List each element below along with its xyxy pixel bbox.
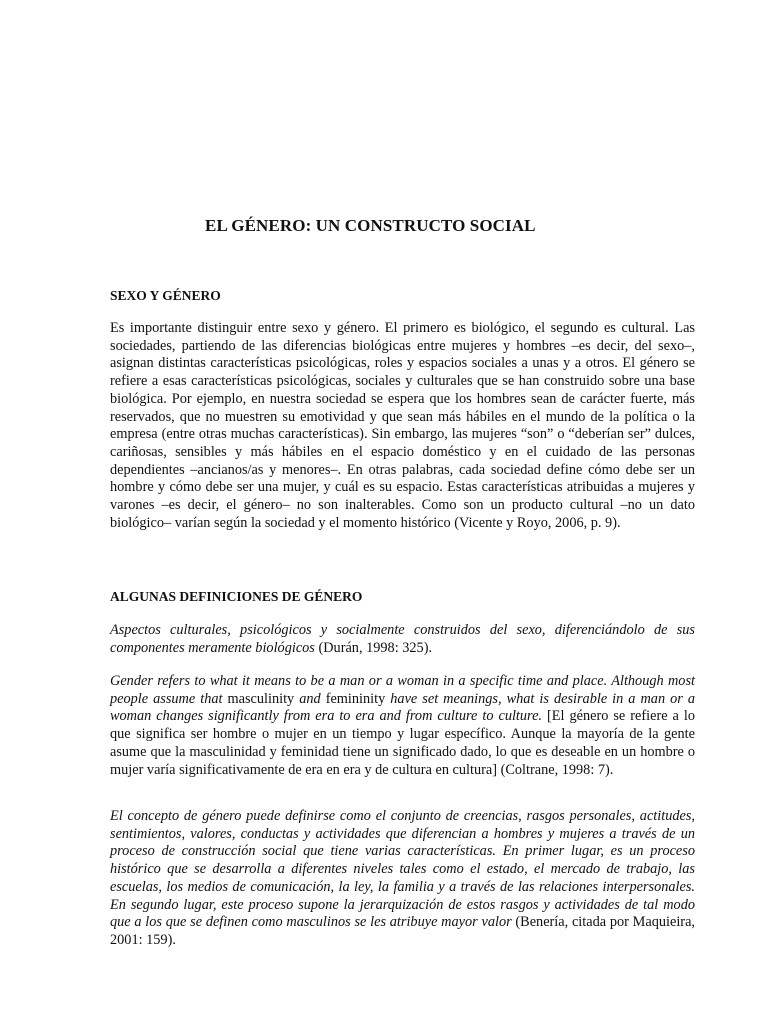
definition-duran-citation: (Durán, 1998: 325). (314, 639, 433, 656)
definition-coltrane (110, 673, 695, 779)
document-title: EL GÉNERO: UN CONSTRUCTO SOCIAL (205, 216, 536, 235)
definition-coltrane-quote-part3: have set meanings, what is desirable in a man or a woman changes significantly from era to era and from culture to culture. (110, 690, 695, 725)
definition-coltrane-quote-part1: Gender refers to what it means to be a man or a woman in a specific time and place. Although most people assume that (110, 673, 695, 707)
definition-coltrane-translation: [El género se refiere a lo que significa ser hombre o mujer en un tiempo y lugar específico. Aunque la mayoría de la gente asume que la masculinidad y feminidad tiene un significado dado, lo que es deseable en un hombre o mujer varía significativamente de era en era y de cultura en cultura] (Coltrane, 1998: 7). (110, 708, 695, 778)
section-heading-sexo-genero: SEXO Y GÉNERO (110, 288, 221, 303)
definition-beneria (110, 808, 695, 950)
definition-duran-quote: Aspectos culturales, psicológicos y socialmente construidos del sexo, diferenciándolo de sus componentes meramente biológicos (110, 622, 695, 656)
definition-beneria-quote: El concepto de género puede definirse como el conjunto de creencias, rasgos personales, actitudes, sentimientos, valores, conductas y actividades que diferencian a hombres y mujeres a través de un proceso de construcción social que tiene varias características. En primer lugar, es un proceso histórico que se desarrolla a diferentes niveles tales como el estado, el mercado de trabajo, las escuelas, los medios de comunicación, la ley, la familia y a través de las relaciones interpersonales. En segundo lugar, este proceso supone la jerarquización de estos rasgos y actividades de tal modo que a los que se definen como masculinos se les atribuye mayor valor (110, 808, 695, 931)
definition-coltrane-term-femininity: femininity (325, 690, 386, 707)
section-heading-definiciones: ALGUNAS DEFINICIONES DE GÉNERO (110, 589, 363, 604)
definition-beneria-citation: (Benería, citada por Maquieira, 2001: 159). (110, 914, 695, 948)
definition-coltrane-quote-part2: and (294, 690, 326, 707)
definition-duran (110, 622, 695, 657)
paragraph-sexo-genero: Es importante distinguir entre sexo y género. El primero es biológico, el segundo es cultural. Las sociedades, partiendo de las diferencias biológicas entre mujeres y hombres –es decir, del sexo–, asignan distintas características psicológicas, roles y espacios sociales a unas y a otros. El género se refiere a esas características psicológicas, sociales y culturales que se han construido sobre una base biológica. Por ejemplo, en nuestra sociedad se espera que los hombres sean de carácter fuerte, más reservados, que no muestren su emotividad y que sean más hábiles en el mundo de la política o la empresa (entre otras muchas características). Sin embargo, las mujeres “son” o “deberían ser” dulces, cariñosas, sensibles y más hábiles en el espacio doméstico y en el cuidado de las personas dependientes –ancianos/as y menores–. En otras palabras, cada sociedad define cómo debe ser un hombre y cómo debe ser una mujer, y cuál es su espacio. Estas características atribuidas a mujeres y varones –es decir, el género– no son inalterables. Como son un producto cultural –no un dato biológico– varían según la sociedad y el momento histórico (Vicente y Royo, 2006, p. 9). (110, 320, 695, 531)
definition-coltrane-term-masculinity: masculinity (227, 690, 295, 707)
